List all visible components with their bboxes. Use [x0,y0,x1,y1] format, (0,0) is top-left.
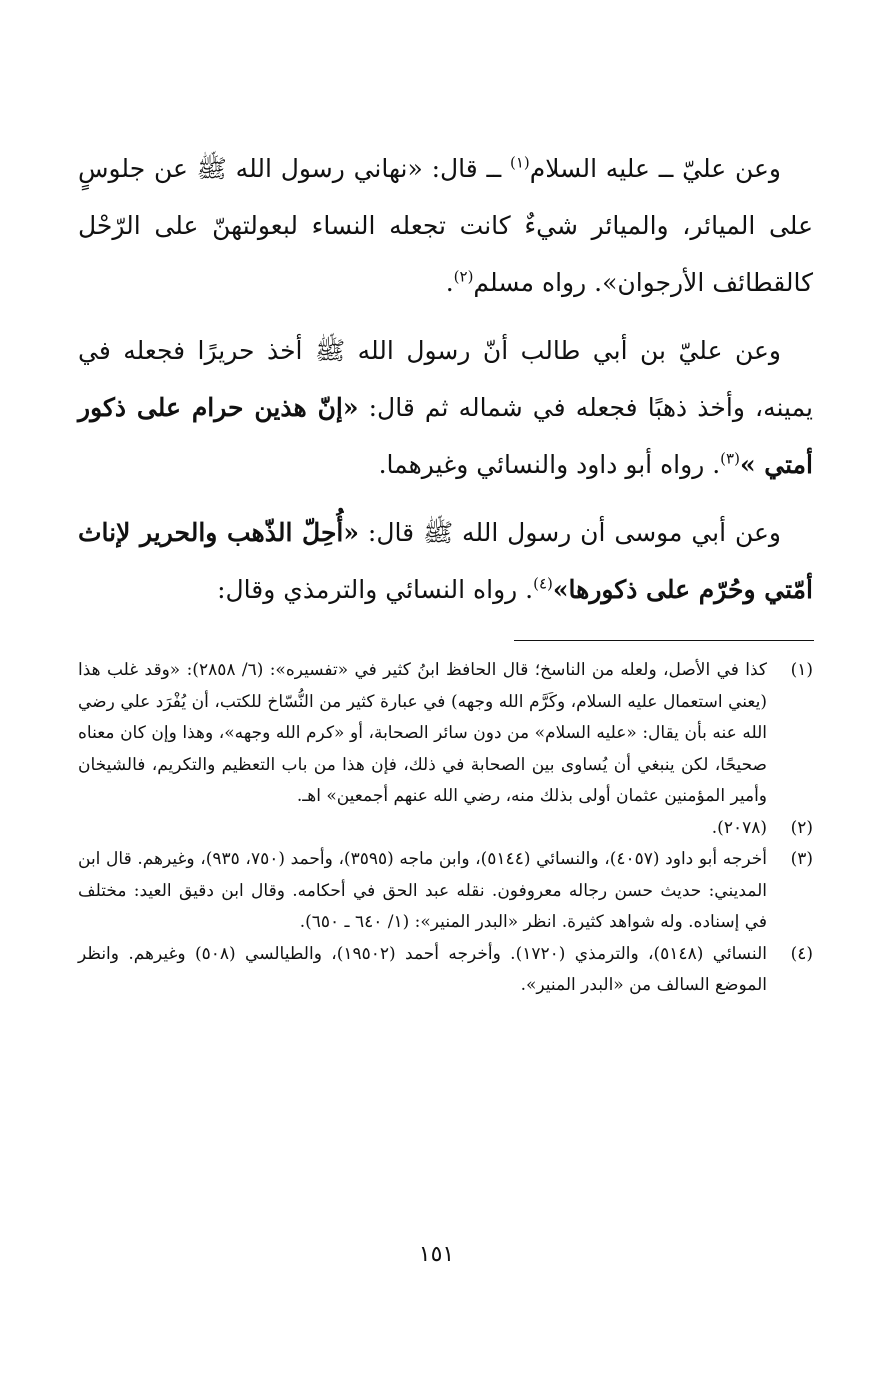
paragraph-text: وعن عليّ بن أبي طالب أنّ رسول الله ﷺ أخذ حريرًا فجعله في يمينه، وأخذ ذهبًا فجعله في شماله ثم قال: [78,336,813,422]
main-text [78,140,813,629]
footnote-2 [78,813,813,845]
hadith-quote: «إنّ هذين حرام على ذكور أمتي » [78,393,813,479]
footnote-3 [78,844,813,939]
footnote-text: (٢٠٧٨). [711,817,767,838]
footnote-1 [78,655,813,813]
footnote-ref-4: (٤) [533,574,553,593]
paragraph-text: . رواه أبو داود والنسائي وغيرهما. [378,450,721,479]
page-number: ١٥١ [418,1242,455,1267]
footnote-number: (١) [790,660,813,680]
footnote-separator [514,640,814,641]
footnote-ref-3: (٣) [720,449,740,468]
footnote-ref-2: (٢) [453,267,474,286]
footnote-text: كذا في الأصل، ولعله من الناسخ؛ قال الحافظ ابنُ كثير في «تفسيره»: (٦/ ٢٨٥٨): «وقد غلب هذا (يعني استعمال عليه السلام، وكَرَّم الله وجهه) في عبارة كثير من النُّسّاخ للكتب، أن يُفْرَد علي رضي الله عنه بأن يقال: «عليه السلام» من دون سائر الصحابة، أو «كرم الله وجهه»، وهذا وإن كان معناه صحيحًا، لكن ينبغي أن يُساوى بين الصحابة في ذلك، فإن هذا من باب التعظيم والتكريم، فالشيخان وأمير المؤمنين عثمان أولى بذلك منه، رضي الله عنهم أجمعين» اهـ. [78,660,767,806]
footnote-number: (٣) [790,849,813,869]
footnote-text: النسائي (٥١٤٨)، والترمذي (١٧٢٠). وأخرجه أحمد (١٩٥٠٢)، والطيالسي (٥٠٨) وغيرهم. وانظر الموضع السالف من «البدر المنير». [78,943,767,995]
footnote-number: (٤) [790,943,813,964]
footnotes [78,655,813,1002]
footnote-number: (٢) [790,817,813,838]
hadith-quote: «نهاني رسول الله ﷺ عن جلوسٍ على الميائر، والميائر شيءٌ كانت تجعله النساء لبعولتهنّ على الرّحْل كالقطائف الأرجوان» [78,154,813,297]
paragraph-text: ــ قال: [422,154,510,183]
footnote-text: أخرجه أبو داود (٤٠٥٧)، والنسائي (٥١٤٤)، وابن ماجه (٣٥٩٥)، وأحمد (٧٥٠، ٩٣٥)، وغيرهم. قال ابن المديني: حديث حسن رجاله معروفون. نقله عبد الحق في أحكامه. وقال ابن دقيق العيد: مختلف في إسناده. وله شواهد كثيرة. انظر «البدر المنير»: (١/ ٦٤٠ ـ ٦٥٠). [78,849,767,932]
footnote-ref-1: (١) [509,153,530,172]
hadith-paragraph-2 [78,322,813,493]
paragraph-text: . رواه النسائي والترمذي وقال: [217,575,534,604]
paragraph-text: . [445,268,454,297]
paragraph-text: وعن أبي موسى أن رسول الله ﷺ قال: [359,518,781,547]
footnote-4 [78,939,813,1002]
hadith-paragraph-3 [78,504,813,618]
hadith-paragraph-1 [78,140,813,311]
hadith-quote: «أُحِلّ الذّهب والحرير لإناث أمّتي وحُرّم على ذكورها» [78,518,813,604]
paragraph-text: . رواه مسلم [473,268,603,297]
paragraph-text: وعن عليّ ــ عليه السلام [529,154,782,183]
